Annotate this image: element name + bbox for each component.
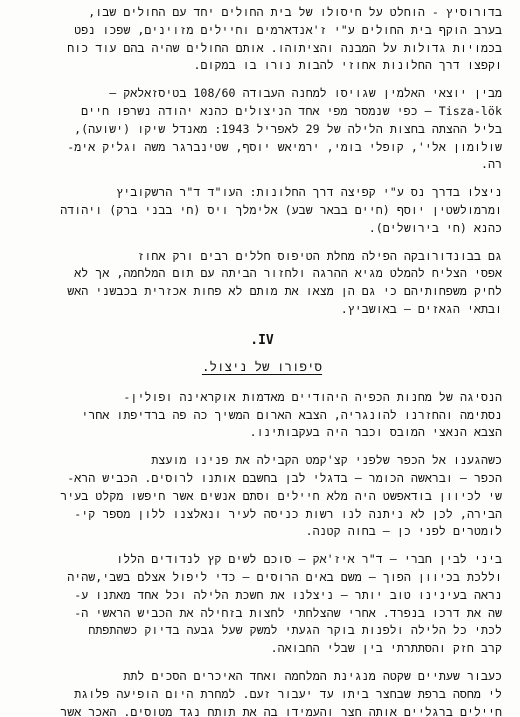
section-number: IV. xyxy=(250,332,274,348)
text-line: בדורוסיץ - הוחלט על חיסולו של בית החולים יחד עם החולים שבו, xyxy=(88,5,502,19)
text-line: הנסיגה של מחנות הכפיה היהודיים מאדמות אוקראינה ופולין- xyxy=(123,389,502,404)
text-line: ביני לבין חברי – ד"ר איז'אק – סוכם לשים קץ לנדודים הללו xyxy=(116,552,502,567)
paragraph-farmer-shelter xyxy=(22,668,502,717)
paragraph-hospital-fire xyxy=(22,4,502,75)
section-title-text: סיפורו של ניצול. xyxy=(201,358,323,374)
paragraph-escape xyxy=(22,551,502,658)
text-line: בכמויות גדולות על המבנה והציתוהו. אותם החולים שהיה בהם עוד כוח xyxy=(67,40,502,55)
paragraph-typhus xyxy=(22,248,502,319)
text-line: חיילים ברגליים אותה חצר והעמידו בה את תותח נגד מטוסים. האכר אשר xyxy=(60,704,502,717)
text-line: כשהגענו אל הכפר שלפני קצ'קמט הקבילה את פנינו מועצת xyxy=(151,453,502,468)
text-line: כהנא (חי בירושלים). xyxy=(368,220,502,235)
text-line: הצבא הנאצי המובס וכבר היה בעקבותינו. xyxy=(249,425,502,440)
text-line: נסתימה והחזרנו להונגריה, הצבא הארום המשיך כה פה ברדיפתו אחרי xyxy=(81,407,502,422)
text-line: לכתי כל הלילה ולפנות בוקר הגעתי למשק שעל גבעה בדיוק כשהתפתח xyxy=(88,623,502,638)
text-line: ניצלו בדרך נס ע"י קפיצה דרך החלונות: העו"ד ד"ר הרשקוביץ xyxy=(116,185,502,200)
paragraph-retreat xyxy=(22,389,502,442)
text-line: לחיק משפחותיהם כי גם הן מצאו את מותם לא פחות אכזרית בכבשני האש xyxy=(67,284,502,299)
section-title xyxy=(22,357,502,377)
text-column xyxy=(22,4,502,717)
text-line: לי מחסה ברפת שבחצר ביתו עד יעבור זעם. למחרת היום הופיעה פלוגת xyxy=(74,686,502,701)
text-line: Tisza-lök – כפי שנמסר מפי אחד הניצולים כהנא יהודה נשרפו חיים xyxy=(81,103,502,118)
text-line: קרב חזק והסתתרתי בין שבלי החבואה. xyxy=(270,641,502,656)
text-line: מבין יוצאי האלמין שגויסו למחנה העבודה 108/60 בטיסזאלאק – xyxy=(109,86,502,101)
text-line: נראה בעינינו טוב יותר – ניצלנו את חשכת הלילה וכל אחד מאתנו ע- xyxy=(74,587,502,602)
text-line: ובתאי הגאזים – באושביץ. xyxy=(340,301,502,316)
text-line: וללכת בכיוון הפוך – משם באים הרוסים – כדי ליפול אצלם בשבי,שהיה xyxy=(67,569,502,584)
text-line: ומרמולשטין יוסף (חיים בבאר שבע) אלימלך ויס (חי בבני ברק) ויהודה xyxy=(60,202,502,217)
paragraph-victims-list xyxy=(22,85,502,174)
text-line: הכפר – ובראשה הכומר – בדגלי לבן בחשבם אותנו לרוסים. הכביש הרא- xyxy=(67,470,502,485)
text-line: לומטרים לפני כן – בחוה קטנה. xyxy=(305,524,502,539)
paragraph-village xyxy=(22,452,502,541)
text-line: וקפצו דרך החלונות אחוזי להבות נורו בו במקום. xyxy=(193,58,502,73)
text-line: אפסי הצליח להמלט מגיא ההרגה ולחזור הביתה עם תום המלחמה, אך לא xyxy=(74,266,502,281)
text-line: בערב הוקף בית החולים ע"י ז'אנדארמים וחיילים מזוינים, שפכו נפט xyxy=(74,22,502,37)
text-line: גם בבונדורובקה הפילה מחלת הטיפוס חללים רבים ורק אחוז xyxy=(137,248,502,263)
paragraph-survivors xyxy=(22,184,502,237)
text-line: הבירה, לכן לא ניתנה לנו רשות כניסה לעיר ונאלצנו ללון מספר קי- xyxy=(74,506,502,521)
text-line: כעבור שעתיים שקטה מנגינת המלחמה ואחד האיכרים הסכים לתת xyxy=(123,668,502,683)
text-line: שולומון אלי', קופלי בומי, ירמיאש יוסף, שטינברגר משה וגליק אימ- xyxy=(67,139,502,154)
text-line: רה. xyxy=(480,157,502,172)
text-line: שי לכיוון בודאפשט היה מלא חיילים וסתם אנשים אשר חיפשו מקלט בעיר xyxy=(60,488,502,503)
text-line: בליל ההצתה בחצות הלילה של 29 לאפריל 1943: מאנדל שיקו (ישועה), xyxy=(74,121,502,136)
text-line: שה את דרכו בנפרד. אחרי שהצלחתי לחצות בזחילה את הכביש הראשי ה- xyxy=(74,605,502,620)
